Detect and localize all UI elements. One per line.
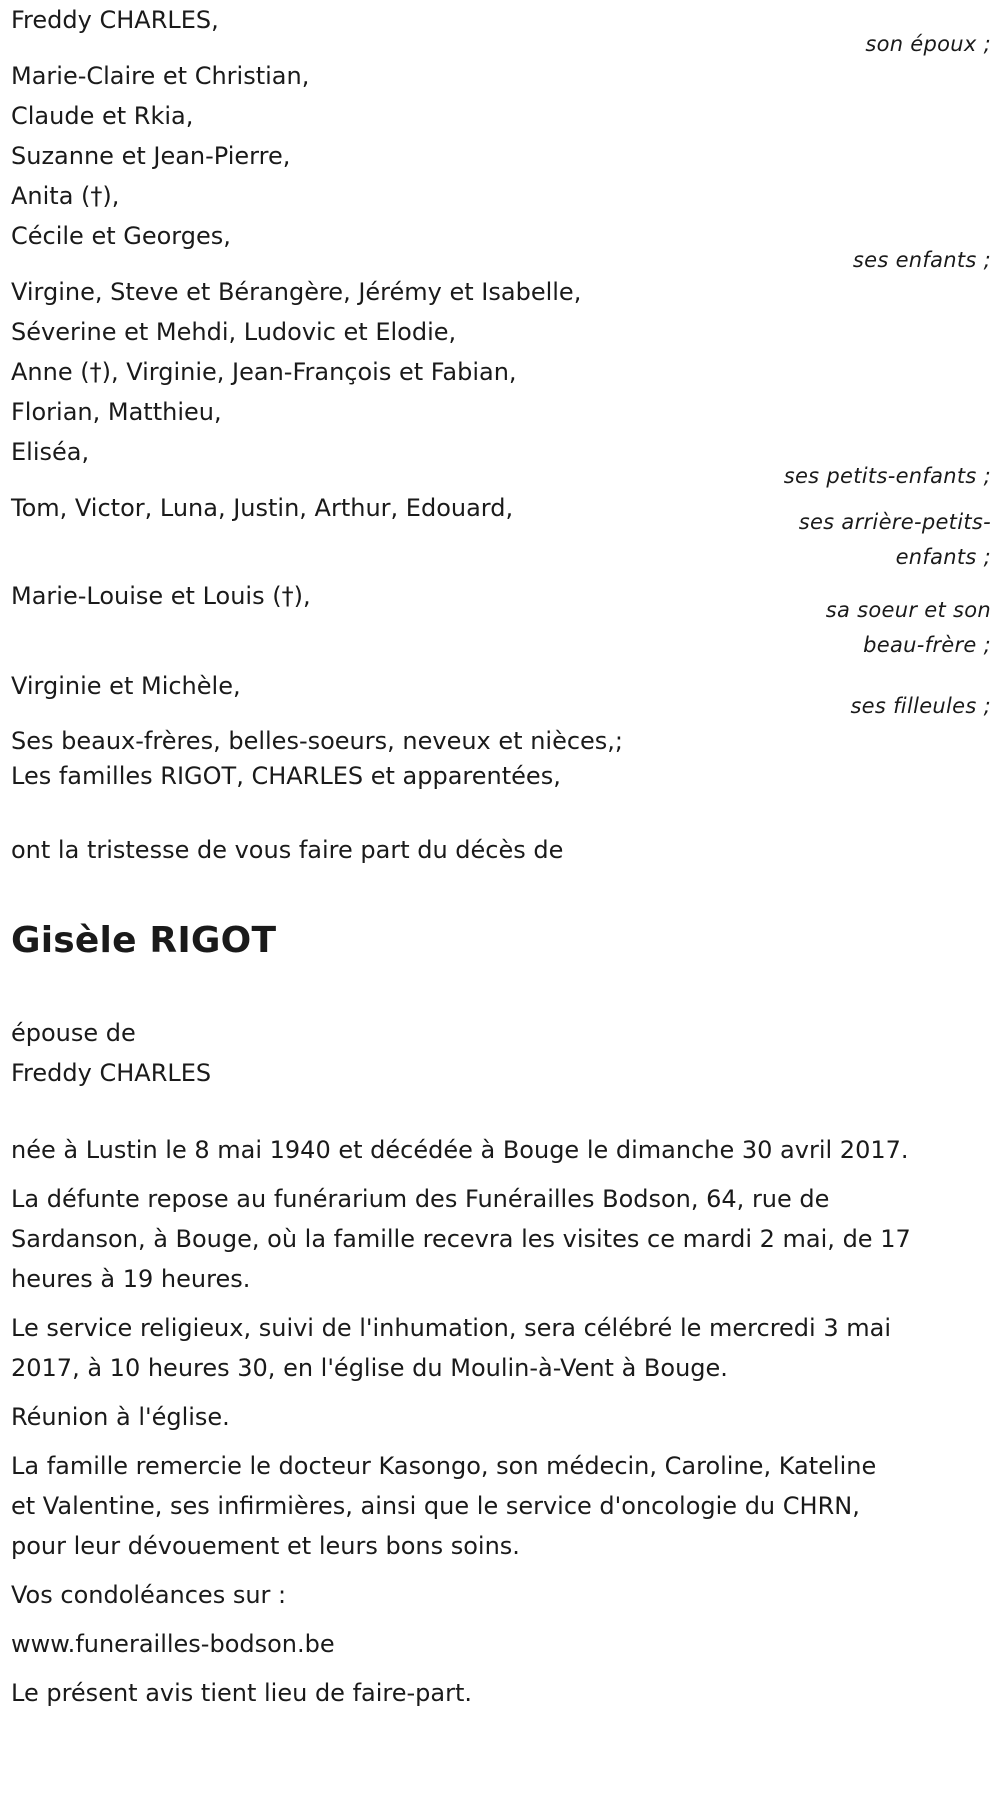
paragraph-service: [11, 1308, 991, 1388]
paragraph-line: Réunion à l'église.: [11, 1403, 230, 1431]
family-role-label: enfants ;: [895, 545, 991, 569]
announcement-text: ont la tristesse de vous faire part du décès de: [11, 836, 564, 864]
deceased-name: Gisèle RIGOT: [11, 920, 277, 961]
family-name-line: Tom, Victor, Luna, Justin, Arthur, Edouard,: [11, 494, 514, 522]
family-name-line: Séverine et Mehdi, Ludovic et Elodie,: [11, 318, 457, 346]
spouse-of: [11, 1013, 991, 1093]
paragraph-line: Le présent avis tient lieu de faire-part.: [11, 1679, 473, 1707]
family-group-children: [11, 56, 991, 272]
spouse-of-label: épouse de: [11, 1019, 136, 1047]
family-group-others: [11, 721, 991, 796]
paragraph-line: née à Lustin le 8 mai 1940 et décédée à Bouge le dimanche 30 avril 2017.: [11, 1136, 909, 1164]
obituary-notice: [11, 0, 991, 1713]
spouse-of-name: Freddy CHARLES: [11, 1059, 212, 1087]
paragraph-website: [11, 1624, 991, 1664]
family-name-line: Virginie et Michèle,: [11, 672, 241, 700]
family-role-label: ses filleules ;: [850, 694, 991, 718]
family-role-label: ses enfants ;: [852, 248, 991, 272]
paragraph-line: Sardanson, à Bouge, où la famille recevra les visites ce mardi 2 mai, de 17: [11, 1225, 911, 1253]
family-group-sister: [11, 576, 991, 666]
family-name-line: Virgine, Steve et Bérangère, Jérémy et Isabelle,: [11, 278, 582, 306]
paragraph-thanks: [11, 1446, 991, 1566]
family-name-line: Freddy CHARLES,: [11, 6, 219, 34]
family-name-line: Marie-Claire et Christian,: [11, 62, 310, 90]
paragraph-birth-death: [11, 1130, 991, 1170]
paragraph-line: Le service religieux, suivi de l'inhumation, sera célébré le mercredi 3 mai: [11, 1314, 891, 1342]
family-group-spouse: [11, 0, 991, 56]
paragraph-meeting: [11, 1397, 991, 1437]
paragraph-line: 2017, à 10 heures 30, en l'église du Moulin-à-Vent à Bouge.: [11, 1354, 728, 1382]
family-role-label: son époux ;: [865, 32, 991, 56]
family-group-great-grandchildren: [11, 488, 991, 576]
family-name-line: Anne (†), Virginie, Jean-François et Fabian,: [11, 358, 517, 386]
family-name-line: Ses beaux-frères, belles-soeurs, neveux et nièces,;: [11, 727, 624, 755]
family-role-label: ses petits-enfants ;: [783, 464, 991, 488]
family-name-line: Les familles RIGOT, CHARLES et apparentées,: [11, 762, 561, 790]
paragraph-line: et Valentine, ses infirmières, ainsi que le service d'oncologie du CHRN,: [11, 1492, 860, 1520]
paragraph-closing: [11, 1673, 991, 1713]
family-group-grandchildren: [11, 272, 991, 488]
paragraph-line: Vos condoléances sur :: [11, 1581, 287, 1609]
paragraph-line: heures à 19 heures.: [11, 1265, 251, 1293]
family-name-line: Anita (†),: [11, 182, 120, 210]
family-role-label: ses arrière-petits-: [798, 510, 991, 534]
paragraph-line: La famille remercie le docteur Kasongo, son médecin, Caroline, Kateline: [11, 1452, 877, 1480]
family-role-label: sa soeur et son: [825, 598, 991, 622]
family-name-line: Cécile et Georges,: [11, 222, 231, 250]
family-name-line: Claude et Rkia,: [11, 102, 194, 130]
paragraph-condolences: [11, 1575, 991, 1615]
family-name-line: Eliséa,: [11, 438, 90, 466]
paragraph-line: La défunte repose au funérarium des Funérailles Bodson, 64, rue de: [11, 1185, 830, 1213]
family-group-goddaughters: [11, 666, 991, 722]
paragraph-line: pour leur dévouement et leurs bons soins.: [11, 1532, 520, 1560]
family-name-line: Marie-Louise et Louis (†),: [11, 582, 311, 610]
family-role-label: beau-frère ;: [863, 633, 991, 657]
family-name-line: Florian, Matthieu,: [11, 398, 222, 426]
family-name-line: Suzanne et Jean-Pierre,: [11, 142, 291, 170]
notice-details: [11, 1130, 991, 1713]
paragraph-funerarium: [11, 1179, 991, 1299]
website-text: www.funerailles-bodson.be: [11, 1630, 335, 1658]
